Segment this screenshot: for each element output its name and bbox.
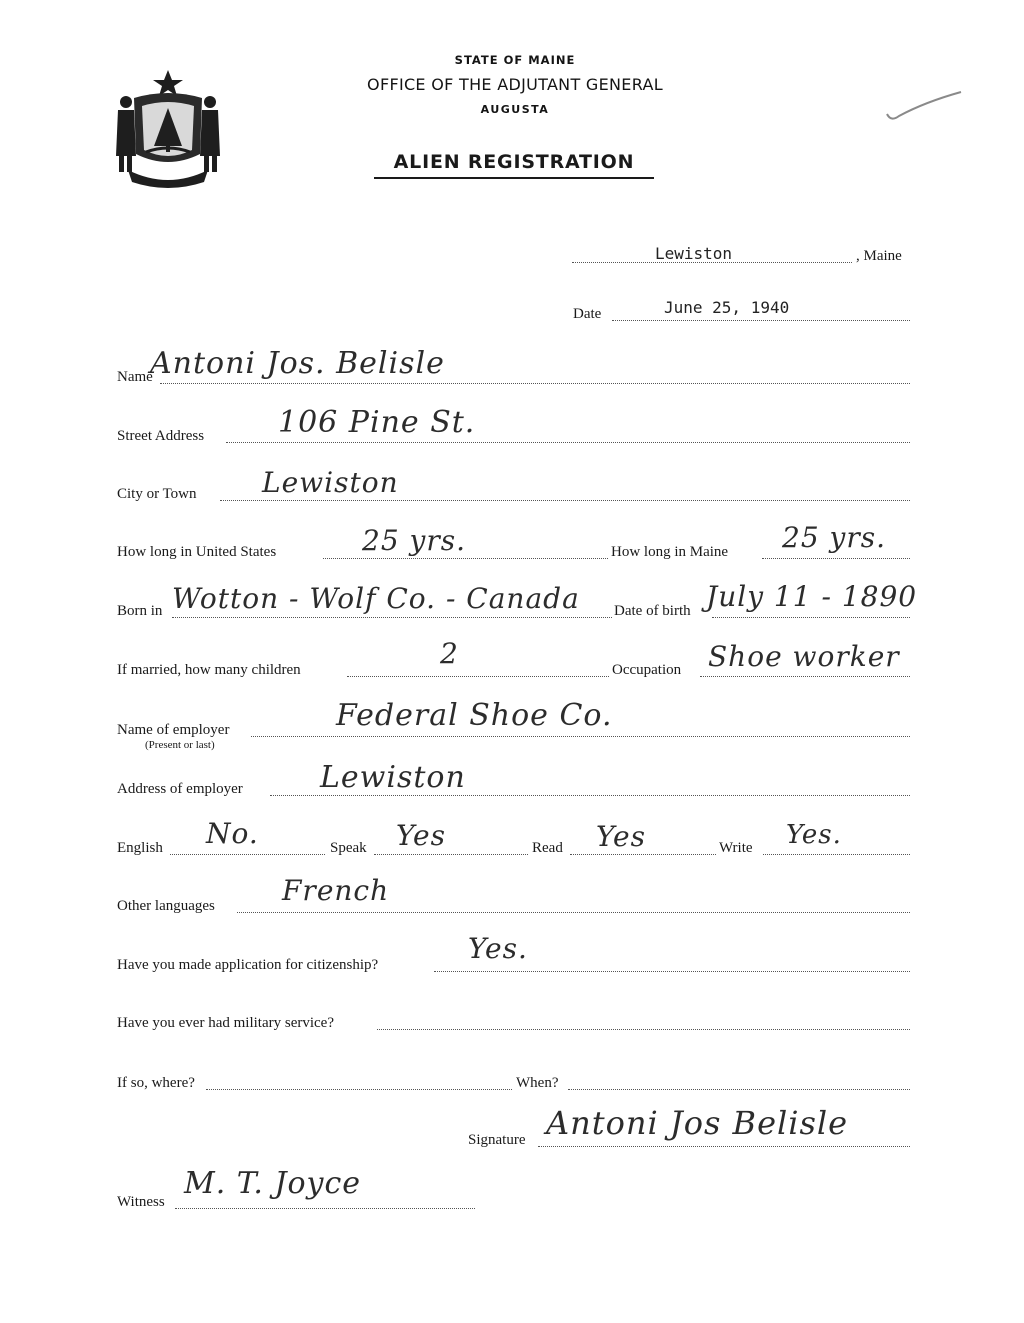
street-line — [226, 442, 910, 443]
signature-label: Signature — [468, 1132, 526, 1148]
read-line — [570, 854, 716, 855]
birth-date-line — [712, 617, 910, 618]
maine-duration-label: How long in Maine — [611, 544, 729, 560]
where-line — [206, 1089, 512, 1090]
military-line — [377, 1029, 910, 1030]
birth-date-value: July 11 - 1890 — [706, 580, 918, 613]
street-label: Street Address — [117, 428, 205, 444]
military-label: Have you ever had military service? — [117, 1015, 334, 1031]
speak-label: Speak — [330, 840, 367, 856]
when-line — [568, 1089, 910, 1090]
children-label: If married, how many children — [117, 662, 301, 678]
born-in-line — [172, 617, 612, 618]
born-in-value: Wotton - Wolf Co. - Canada — [172, 582, 580, 615]
signature-line — [538, 1146, 910, 1147]
children-line — [347, 676, 609, 677]
speak-value: Yes — [396, 819, 446, 852]
witness-line — [175, 1208, 475, 1209]
witness-label: Witness — [117, 1194, 165, 1210]
maine-duration-line — [762, 558, 910, 559]
office-heading: OFFICE OF THE ADJUTANT GENERAL — [367, 75, 663, 94]
street-value: 106 Pine St. — [278, 405, 476, 440]
english-value: No. — [206, 817, 259, 850]
birth-date-label: Date of birth — [614, 603, 691, 619]
employer-address-label: Address of employer — [117, 781, 243, 797]
witness-value: M. T. Joyce — [184, 1166, 362, 1201]
city-label: City or Town — [117, 486, 197, 502]
children-value: 2 — [440, 637, 459, 670]
us-duration-label: How long in United States — [117, 544, 277, 560]
write-line — [763, 854, 910, 855]
employer-address-value: Lewiston — [320, 760, 466, 795]
when-label: When? — [516, 1075, 559, 1091]
citizenship-label: Have you made application for citizenship? — [117, 957, 379, 973]
us-duration-value: 25 yrs. — [362, 524, 467, 557]
name-value: Antoni Jos. Belisle — [150, 346, 445, 381]
other-languages-label: Other languages — [117, 898, 215, 914]
employer-address-line — [270, 795, 910, 796]
other-languages-value: French — [282, 874, 390, 907]
employer-line — [251, 736, 910, 737]
check-mark-icon — [885, 86, 965, 126]
occupation-line — [700, 676, 910, 677]
state-heading: STATE OF MAINE — [454, 53, 576, 67]
citizenship-line — [434, 971, 910, 972]
speak-line — [374, 854, 528, 855]
write-value: Yes. — [786, 820, 842, 850]
other-languages-line — [237, 912, 910, 913]
us-duration-line — [323, 558, 608, 559]
employer-label: Name of employer — [117, 722, 230, 738]
date-label: Date — [573, 306, 602, 322]
date-value: June 25, 1940 — [664, 298, 790, 317]
born-in-label: Born in — [117, 603, 163, 619]
occupation-label: Occupation — [612, 662, 682, 678]
english-label: English — [117, 840, 163, 856]
city-line — [220, 500, 910, 501]
read-label: Read — [532, 840, 563, 856]
date-line — [612, 320, 910, 321]
city-heading: AUGUSTA — [480, 103, 550, 116]
city-value: Lewiston — [262, 466, 399, 499]
maine-duration-value: 25 yrs. — [782, 521, 887, 554]
occupation-value: Shoe worker — [708, 640, 900, 673]
signature-value: Antoni Jos Belisle — [546, 1104, 849, 1142]
read-value: Yes — [596, 820, 646, 853]
state-of-maine-seal-icon — [112, 66, 224, 190]
name-label: Name — [117, 369, 153, 385]
employer-value: Federal Shoe Co. — [336, 698, 613, 733]
write-label: Write — [719, 840, 753, 856]
location-value: Lewiston — [655, 244, 733, 263]
employer-sublabel: (Present or last) — [145, 739, 215, 751]
name-line — [160, 383, 910, 384]
location-suffix: , Maine — [856, 248, 902, 264]
where-label: If so, where? — [117, 1075, 195, 1091]
citizenship-value: Yes. — [468, 932, 528, 965]
english-line — [170, 854, 325, 855]
form-title: ALIEN REGISTRATION — [374, 151, 654, 179]
